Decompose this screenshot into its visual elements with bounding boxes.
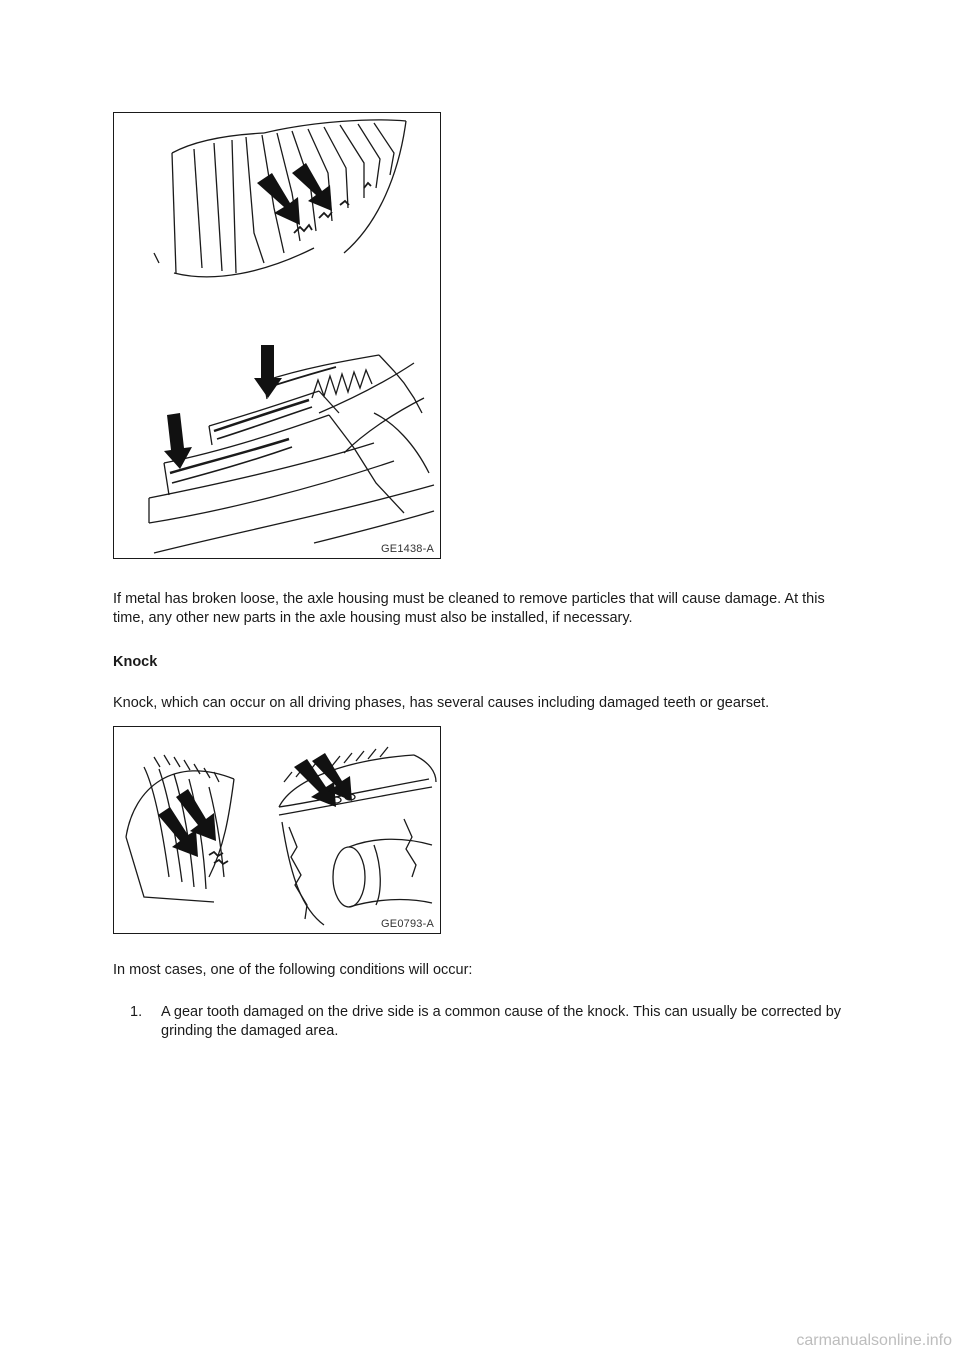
list-item (113, 1003, 853, 1041)
gear-illustration (114, 113, 440, 558)
paragraph-metal-broken-loose: If metal has broken loose, the axle housing must be cleaned to remove particles that will cause damage. At this time, any other new parts in the axle housing must also be installed, if necessary. (113, 591, 825, 626)
figure-code: GE0793-A (381, 918, 434, 930)
paragraph-conditions-intro: In most cases, one of the following conditions will occur: (113, 962, 473, 978)
list-item-number: 1. (130, 1004, 143, 1020)
list-item-text: A gear tooth damaged on the drive side is a common cause of the knock. This can usually be corrected by grinding the damaged area. (161, 1004, 842, 1039)
heading-knock: Knock (113, 654, 158, 670)
figure-damaged-tooth-knock (113, 726, 441, 934)
figure-damaged-gear-teeth (113, 112, 441, 559)
conditions-list (113, 1003, 853, 1041)
gear-pinion-illustration (114, 727, 440, 933)
paragraph-knock-description: Knock, which can occur on all driving phases, has several causes including damaged teeth or gearset. (113, 695, 770, 711)
watermark: carmanualsonline.info (796, 1332, 952, 1349)
figure-code: GE1438-A (381, 543, 434, 555)
